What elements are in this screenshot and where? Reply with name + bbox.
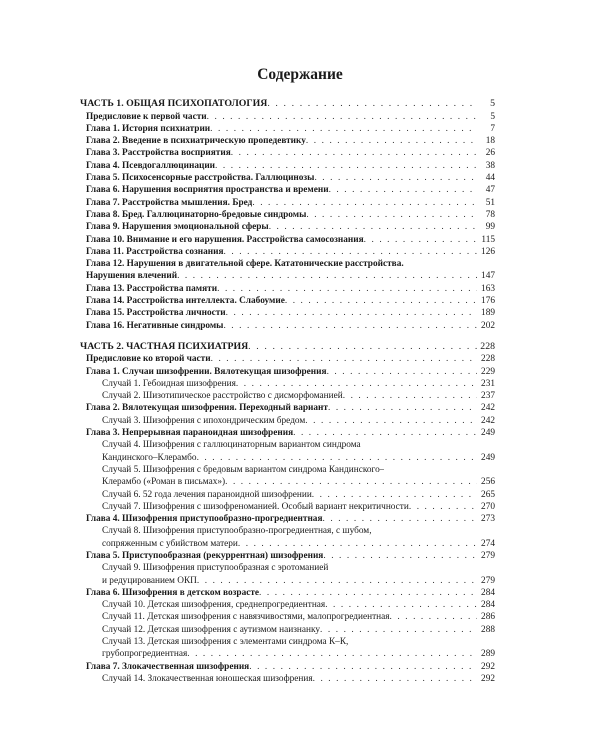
toc-part-title: ЧАСТЬ 2. ЧАСТНАЯ ПСИХИАТРИЯ bbox=[80, 341, 249, 352]
toc-entry-title: Глава 1. История психиатрии bbox=[86, 123, 211, 134]
toc-entry-title: Случай 13. Детская шизофрения с элементами синдрома К–К, bbox=[102, 637, 349, 648]
toc-page-number: 274 bbox=[481, 538, 495, 549]
toc-entry-title: Случай 7. Шизофрения с шизофреноманией. Особый вариант некритичности bbox=[102, 501, 409, 512]
toc-entry[interactable] bbox=[80, 232, 495, 244]
toc-entry-title: Случай 9. Шизофрения приступообразная с эротоманией bbox=[102, 563, 329, 574]
dot-leader bbox=[248, 342, 477, 352]
toc-entry-title: Глава 15. Расстройства личности bbox=[86, 308, 226, 319]
dot-leader bbox=[305, 416, 477, 426]
toc-entry-title: Глава 4. Псевдогаллюцинации bbox=[86, 160, 216, 171]
toc-page-number: 78 bbox=[485, 209, 495, 220]
toc-entry-title: Глава 10. Внимание и его нарушения. Расстройства самосознания bbox=[86, 234, 364, 245]
toc-entry-title: сопряженным с убийством матери bbox=[102, 538, 238, 549]
toc-entry-title: Случай 5. Шизофрения с бредовым вариантом синдрома Кандинского– bbox=[102, 464, 385, 475]
dot-leader bbox=[225, 477, 477, 487]
dot-leader bbox=[323, 551, 477, 561]
dot-leader bbox=[329, 185, 477, 195]
toc-entry[interactable] bbox=[80, 208, 495, 220]
toc-entry-title: Глава 2. Введение в психиатрическую пропедевтику bbox=[86, 136, 306, 147]
toc-entry-title: Глава 16. Негативные синдромы bbox=[86, 320, 224, 331]
toc-entry[interactable] bbox=[80, 294, 495, 306]
dot-leader bbox=[314, 173, 477, 183]
dot-leader bbox=[312, 490, 477, 500]
toc-entry-title: Глава 11. Расстройства сознания bbox=[86, 246, 224, 257]
toc-entry-title: Предисловие ко второй части bbox=[86, 354, 211, 365]
toc-page-number: 292 bbox=[481, 661, 495, 672]
toc-entry-title: Клерамбо («Роман в письмах») bbox=[102, 477, 226, 488]
toc-page-number: 163 bbox=[481, 283, 495, 294]
toc-entry[interactable] bbox=[80, 622, 495, 634]
toc-entry[interactable] bbox=[80, 586, 495, 598]
toc-entry[interactable] bbox=[80, 158, 495, 170]
toc-entry[interactable] bbox=[80, 524, 495, 536]
toc-entry[interactable] bbox=[80, 183, 495, 195]
dot-leader bbox=[236, 379, 477, 389]
toc-page-number: 47 bbox=[485, 185, 495, 196]
toc-entry[interactable] bbox=[80, 598, 495, 610]
dot-leader bbox=[269, 222, 477, 232]
toc-page-number: 256 bbox=[481, 477, 495, 488]
toc-entry[interactable] bbox=[80, 426, 495, 438]
dot-leader bbox=[231, 148, 477, 158]
toc-entry-title: Глава 12. Нарушения в двигательной сфере. Кататонические расстройства. bbox=[86, 259, 404, 270]
toc-page-number: 273 bbox=[481, 514, 495, 525]
toc-entry[interactable] bbox=[80, 245, 495, 257]
dot-leader bbox=[306, 136, 477, 146]
toc-entry[interactable] bbox=[80, 281, 495, 293]
toc-entry[interactable] bbox=[80, 536, 495, 548]
toc-entry[interactable] bbox=[80, 146, 495, 158]
dot-leader bbox=[328, 403, 477, 413]
toc-entry-title: Случай 1. Гебоидная шизофрения bbox=[102, 378, 236, 389]
toc-page-number: 265 bbox=[481, 489, 495, 500]
table-of-contents bbox=[80, 97, 495, 684]
dot-leader bbox=[259, 588, 477, 598]
toc-entry-title: Случай 4. Шизофрения с галлюцинаторным вариантом синдрома bbox=[102, 440, 361, 451]
dot-leader bbox=[327, 367, 477, 377]
dot-leader bbox=[177, 271, 477, 281]
toc-page-number: 228 bbox=[480, 340, 495, 352]
toc-entry[interactable] bbox=[80, 561, 495, 573]
toc-entry[interactable] bbox=[80, 413, 495, 425]
toc-entry[interactable] bbox=[80, 487, 495, 499]
dot-leader bbox=[210, 124, 477, 134]
toc-entry[interactable] bbox=[80, 647, 495, 659]
toc-entry-title: Глава 3. Расстройства восприятия bbox=[86, 148, 231, 159]
dot-leader bbox=[252, 198, 477, 208]
toc-entry[interactable] bbox=[80, 672, 495, 684]
toc-entry-title: Глава 5. Психосенсорные расстройства. Галлюцинозы bbox=[86, 173, 315, 184]
toc-entry[interactable] bbox=[80, 463, 495, 475]
toc-entry-title: Глава 8. Бред. Галлюцинаторно-бредовые синдромы bbox=[86, 209, 307, 220]
toc-page-number: 51 bbox=[485, 197, 495, 208]
toc-entry[interactable] bbox=[80, 269, 495, 281]
toc-entry[interactable] bbox=[80, 659, 495, 671]
toc-page-number: 229 bbox=[481, 366, 495, 377]
toc-page-number: 26 bbox=[485, 148, 495, 159]
toc-page-number: 288 bbox=[481, 624, 495, 635]
toc-part-heading[interactable] bbox=[80, 97, 495, 109]
toc-page-number: 237 bbox=[481, 391, 495, 402]
dot-leader bbox=[197, 453, 477, 463]
toc-entry-title: Случай 14. Злокачественная юношеская шизофрения bbox=[102, 673, 313, 684]
toc-page-number: 126 bbox=[481, 246, 495, 257]
dot-leader bbox=[320, 625, 477, 635]
toc-entry-title: Глава 5. Приступообразная (рекуррентная) шизофрения bbox=[86, 550, 324, 561]
toc-page-number: 270 bbox=[481, 501, 495, 512]
toc-entry[interactable] bbox=[80, 610, 495, 622]
dot-leader bbox=[217, 284, 477, 294]
toc-entry[interactable] bbox=[80, 134, 495, 146]
dot-leader bbox=[226, 308, 477, 318]
dot-leader bbox=[343, 391, 477, 401]
toc-entry-title: Случай 2. Шизотипическое расстройство с дисморфоманией bbox=[102, 391, 343, 402]
page-title: Содержание bbox=[257, 66, 343, 83]
toc-entry[interactable] bbox=[80, 389, 495, 401]
toc-entry[interactable] bbox=[80, 549, 495, 561]
toc-entry[interactable] bbox=[80, 438, 495, 450]
toc-entry-title: грубопрогредиентная bbox=[102, 649, 188, 660]
toc-entry-title: Глава 9. Нарушения эмоциональной сферы bbox=[86, 222, 269, 233]
toc-entry-title: Глава 6. Шизофрения в детском возрасте bbox=[86, 587, 260, 598]
toc-entry-title: Глава 13. Расстройства памяти bbox=[86, 283, 218, 294]
toc-entry[interactable] bbox=[80, 401, 495, 413]
toc-part-title: ЧАСТЬ 1. ОБЩАЯ ПСИХОПАТОЛОГИЯ bbox=[80, 99, 268, 110]
toc-entry[interactable] bbox=[80, 512, 495, 524]
toc-page-number: 289 bbox=[481, 649, 495, 660]
dot-leader bbox=[285, 296, 477, 306]
toc-entry[interactable] bbox=[80, 220, 495, 232]
toc-page-number: 242 bbox=[481, 403, 495, 414]
dot-leader bbox=[187, 649, 477, 659]
toc-page-number: 279 bbox=[481, 575, 495, 586]
toc-page-number: 44 bbox=[485, 173, 495, 184]
dot-leader bbox=[211, 354, 477, 364]
toc-entry-title: Глава 4. Шизофрения приступообразно-прогредиентная bbox=[86, 514, 323, 525]
toc-entry-title: и редуцированием ОКП bbox=[102, 575, 197, 586]
dot-leader bbox=[306, 210, 477, 220]
dot-leader bbox=[293, 428, 477, 438]
toc-entry-title: Предисловие к первой части bbox=[86, 111, 207, 122]
toc-entry-title: Случай 11. Детская шизофрения с навязчивостями, малопрогредиентная bbox=[102, 612, 390, 623]
toc-entry[interactable] bbox=[80, 109, 495, 121]
toc-entry-title: Глава 6. Нарушения восприятия пространства и времени bbox=[86, 185, 329, 196]
toc-page-number: 18 bbox=[485, 136, 495, 147]
toc-entry[interactable] bbox=[80, 122, 495, 134]
toc-entry[interactable] bbox=[80, 450, 495, 462]
toc-page-number: 176 bbox=[481, 296, 495, 307]
dot-leader bbox=[409, 502, 477, 512]
dot-leader bbox=[313, 674, 477, 684]
dot-leader bbox=[215, 161, 477, 171]
dot-leader bbox=[323, 514, 478, 524]
toc-entry-title: Глава 7. Злокачественная шизофрения bbox=[86, 661, 250, 672]
dot-leader bbox=[267, 99, 477, 109]
toc-entry[interactable] bbox=[80, 306, 495, 318]
toc-part-heading[interactable] bbox=[80, 340, 495, 352]
toc-entry-title: Глава 3. Непрерывная параноидная шизофрения bbox=[86, 428, 294, 439]
toc-page-number: 189 bbox=[481, 308, 495, 319]
dot-leader bbox=[390, 612, 477, 622]
toc-page-number: 115 bbox=[481, 234, 495, 245]
toc-entry[interactable] bbox=[80, 257, 495, 269]
toc-page-number: 284 bbox=[481, 587, 495, 598]
dot-leader bbox=[364, 235, 477, 245]
toc-entry[interactable] bbox=[80, 195, 495, 207]
toc-entry[interactable] bbox=[80, 318, 495, 330]
toc-entry[interactable] bbox=[80, 635, 495, 647]
toc-entry-title: Глава 14. Расстройства интеллекта. Слабоумие bbox=[86, 296, 285, 307]
dot-leader bbox=[249, 662, 477, 672]
toc-page-number: 249 bbox=[481, 452, 495, 463]
toc-entry-title: Случай 3. Шизофрения с ипохондрическим бредом bbox=[102, 415, 306, 426]
toc-entry-title: Глава 1. Случаи шизофрении. Вялотекущая шизофрения bbox=[86, 366, 327, 377]
toc-page-number: 99 bbox=[485, 222, 495, 233]
toc-page-number: 284 bbox=[481, 600, 495, 611]
toc-entry-title: Случай 6. 52 года лечения параноидной шизофрении bbox=[102, 489, 312, 500]
toc-page-number: 231 bbox=[481, 378, 495, 389]
toc-page-number: 202 bbox=[481, 320, 495, 331]
toc-page-number: 242 bbox=[481, 415, 495, 426]
dot-leader bbox=[197, 576, 477, 586]
toc-entry[interactable] bbox=[80, 377, 495, 389]
dot-leader bbox=[223, 321, 477, 331]
toc-page-number: 286 bbox=[481, 612, 495, 623]
toc-page-number: 5 bbox=[490, 98, 495, 110]
toc-page-number: 249 bbox=[481, 428, 495, 439]
toc-entry[interactable] bbox=[80, 171, 495, 183]
toc-page-number: 292 bbox=[481, 673, 495, 684]
toc-entry-title: Случай 8. Шизофрения приступообразно-прогредиентная, с шубом, bbox=[102, 526, 372, 537]
toc-entry[interactable] bbox=[80, 364, 495, 376]
toc-page-number: 279 bbox=[481, 550, 495, 561]
toc-entry-title: Глава 7. Расстройства мышления. Бред bbox=[86, 197, 253, 208]
toc-entry-title: Кандинского–Клерамбо bbox=[102, 452, 197, 463]
toc-page-number: 5 bbox=[490, 111, 495, 122]
toc-page-number: 7 bbox=[490, 123, 495, 134]
dot-leader bbox=[238, 539, 477, 549]
dot-leader bbox=[325, 600, 477, 610]
toc-entry-title: Глава 2. Вялотекущая шизофрения. Переходный вариант bbox=[86, 403, 328, 414]
toc-entry[interactable] bbox=[80, 352, 495, 364]
toc-entry[interactable] bbox=[80, 475, 495, 487]
dot-leader bbox=[224, 247, 477, 257]
toc-entry[interactable] bbox=[80, 573, 495, 585]
dot-leader bbox=[207, 112, 477, 122]
toc-page-number: 228 bbox=[481, 354, 495, 365]
toc-page-number: 147 bbox=[481, 271, 495, 282]
toc-entry-title: Нарушения влечений bbox=[86, 271, 178, 282]
toc-entry[interactable] bbox=[80, 500, 495, 512]
toc-page-number: 38 bbox=[485, 160, 495, 171]
toc-entry-title: Случай 12. Детская шизофрения с аутизмом наизнанку bbox=[102, 624, 321, 635]
toc-entry-title: Случай 10. Детская шизофрения, среднепрогредиентная bbox=[102, 600, 326, 611]
